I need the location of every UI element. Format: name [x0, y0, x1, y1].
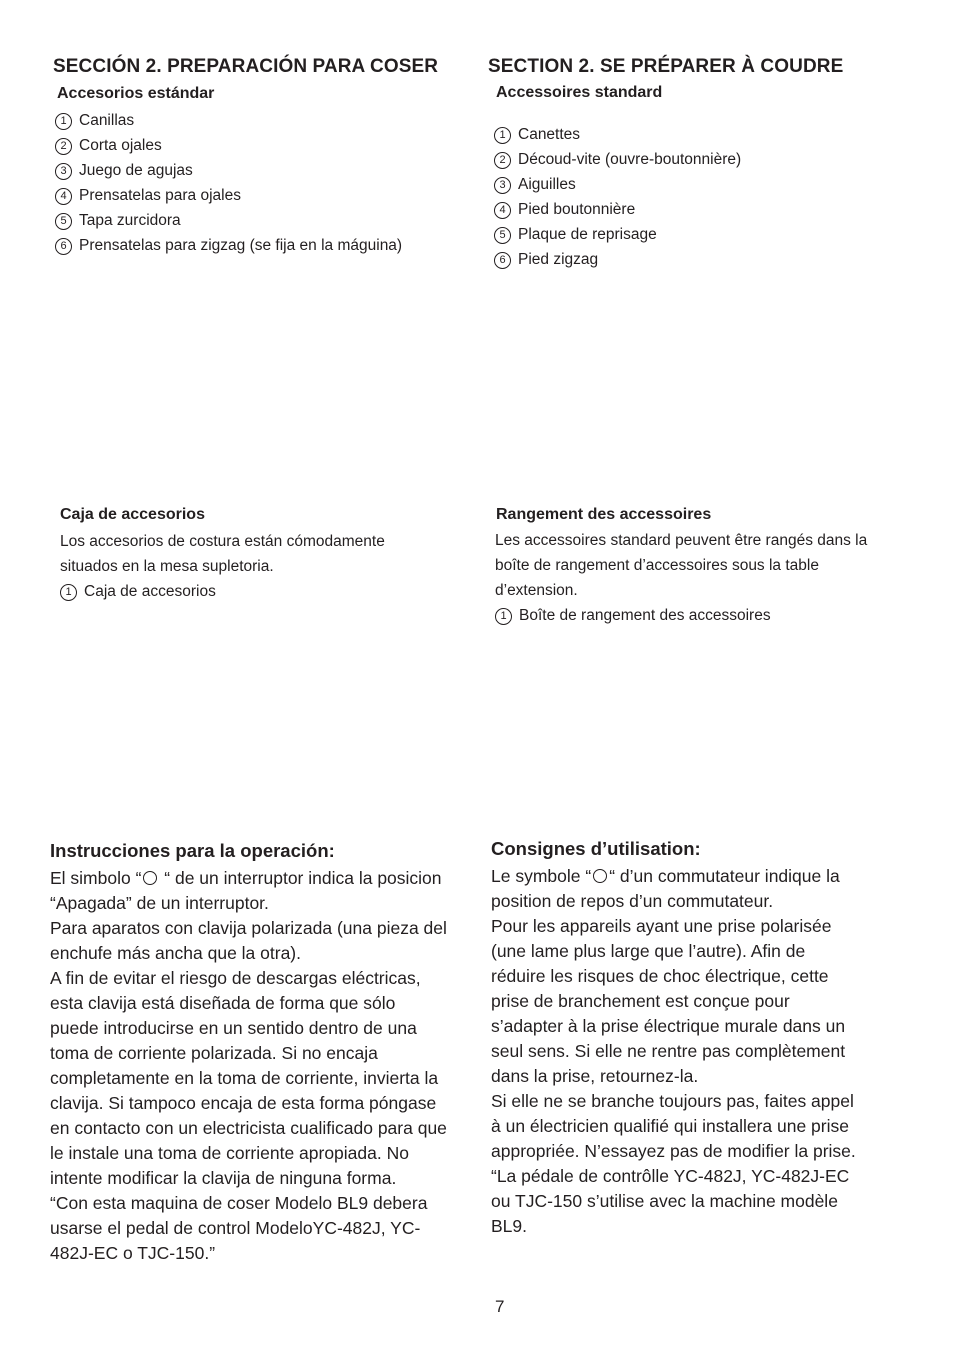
circled-number: 6 [494, 252, 511, 269]
circled-number: 1 [494, 127, 511, 144]
list-item [55, 108, 402, 133]
box-line: Los accesorios de costura están cómodamente [60, 533, 385, 550]
section-title-es: SECCIÓN 2. PREPARACIÓN PARA COSER [53, 56, 439, 77]
list-item [494, 147, 741, 172]
accessory-label: Juego de agujas [79, 162, 193, 179]
accessory-label: Canettes [518, 126, 581, 143]
instructions-text-start: El simbolo “ [50, 868, 142, 888]
list-item [60, 579, 385, 604]
circled-number: 3 [55, 163, 72, 180]
box-text-es [60, 529, 385, 604]
box-item-label: Boîte de rangement des accessoires [519, 607, 771, 624]
accessory-label: Tapa zurcidora [79, 212, 181, 229]
circled-number: 1 [55, 113, 72, 130]
circled-number: 5 [494, 227, 511, 244]
box-line: situados en la mesa supletoria. [60, 558, 274, 575]
instructions-text-start: Le symbole “ [491, 866, 592, 886]
accessories-list-es [55, 108, 402, 258]
accessory-label: Pied boutonnière [518, 201, 636, 218]
list-item [55, 183, 402, 208]
circled-number: 5 [55, 213, 72, 230]
circled-number: 1 [60, 584, 77, 601]
list-item [495, 603, 867, 628]
accessory-label: Prensatelas para zigzag (se fija en la máguina) [79, 237, 403, 254]
section-title-fr: SECTION 2. SE PRÉPARER À COUDRE [488, 56, 844, 77]
circled-number: 3 [494, 177, 511, 194]
list-item [55, 233, 402, 258]
accessory-label: Canillas [79, 112, 135, 129]
box-text-fr [495, 528, 867, 628]
list-item [494, 197, 741, 222]
instructions-text-es [50, 866, 480, 1266]
box-line: boîte de rangement d’accessoires sous la table [495, 557, 819, 574]
accessory-label: Découd-vite (ouvre-boutonnière) [518, 151, 742, 168]
instructions-text-rest: “ d’un commutateur indique la position de repos d’un commutateur. Pour les appareils ayant une prise polarisée (une lame plus large que l’autre). Afin de réduire les risques de choc électrique, cette prise de branchement est conçue pour s’adapter à la prise électrique murale dans un seul sens. Si elle ne rentre pas complètement dans la prise, retournez-la. Si elle ne se branche toujours pas, faites appel à un électricien qualifié qui installera une prise appropriée. N’essayez pas de modifier la prise. “La pédale de contrôlle YC-482J, YC-482J-EC ou TJC-150 s’utilise avec la machine modèle BL9. [491, 866, 856, 1236]
page-number: 7 [495, 1297, 505, 1316]
accessory-label: Plaque de reprisage [518, 226, 657, 243]
instructions-text-rest: “ de un interruptor indica la posicion “Apagada” de un interruptor. Para aparatos con clavija polarizada (una pieza del enchufe más ancha que la otra). A fin de evitar el riesgo de descargas eléctricas, esta clavija está diseñada de forma que sólo puede introducirse en un sentido dentro de una toma de corriente polarizada. Si no encaja completamente en la toma de corriente, invierta la clavija. Si tampoco encaja de esta forma póngase en contacto con un electricista cualificado para que le instale una toma de corriente apropiada. No intente modificar la clavija de ninguna forma. “Con esta maquina de coser Modelo BL9 debera usarse el pedal de control ModeloYC-482J, YC- 482J-EC o TJC-150.” [50, 868, 447, 1263]
box-line: d’extension. [495, 582, 578, 599]
instructions-text-fr [491, 864, 911, 1239]
circled-number: 6 [55, 238, 72, 255]
accessory-label: Corta ojales [79, 137, 162, 154]
box-line: Les accessoires standard peuvent être rangés dans la [495, 532, 868, 549]
circled-number: 2 [55, 138, 72, 155]
instructions-heading-es: Instrucciones para la operación: [50, 840, 335, 861]
off-circle-icon [143, 871, 157, 885]
circled-number: 2 [494, 152, 511, 169]
circled-number: 4 [494, 202, 511, 219]
box-heading-es: Caja de accesorios [60, 506, 205, 523]
list-item [55, 158, 402, 183]
off-circle-icon [593, 869, 607, 883]
list-item [494, 222, 741, 247]
list-item [55, 208, 402, 233]
accessories-heading-fr: Accessoires standard [496, 84, 663, 101]
list-item [494, 172, 741, 197]
accessories-heading-es: Accesorios estándar [57, 85, 215, 102]
accessories-list-fr [494, 122, 741, 272]
list-item [494, 247, 741, 272]
instructions-heading-fr: Consignes d’utilisation: [491, 838, 701, 859]
box-heading-fr: Rangement des accessoires [496, 506, 712, 523]
accessory-label: Pied zigzag [518, 251, 599, 268]
box-item-label: Caja de accesorios [84, 583, 216, 600]
circled-number: 4 [55, 188, 72, 205]
list-item [55, 133, 402, 158]
accessory-label: Aiguilles [518, 176, 576, 193]
list-item [494, 122, 741, 147]
circled-number: 1 [495, 608, 512, 625]
accessory-label: Prensatelas para ojales [79, 187, 241, 204]
